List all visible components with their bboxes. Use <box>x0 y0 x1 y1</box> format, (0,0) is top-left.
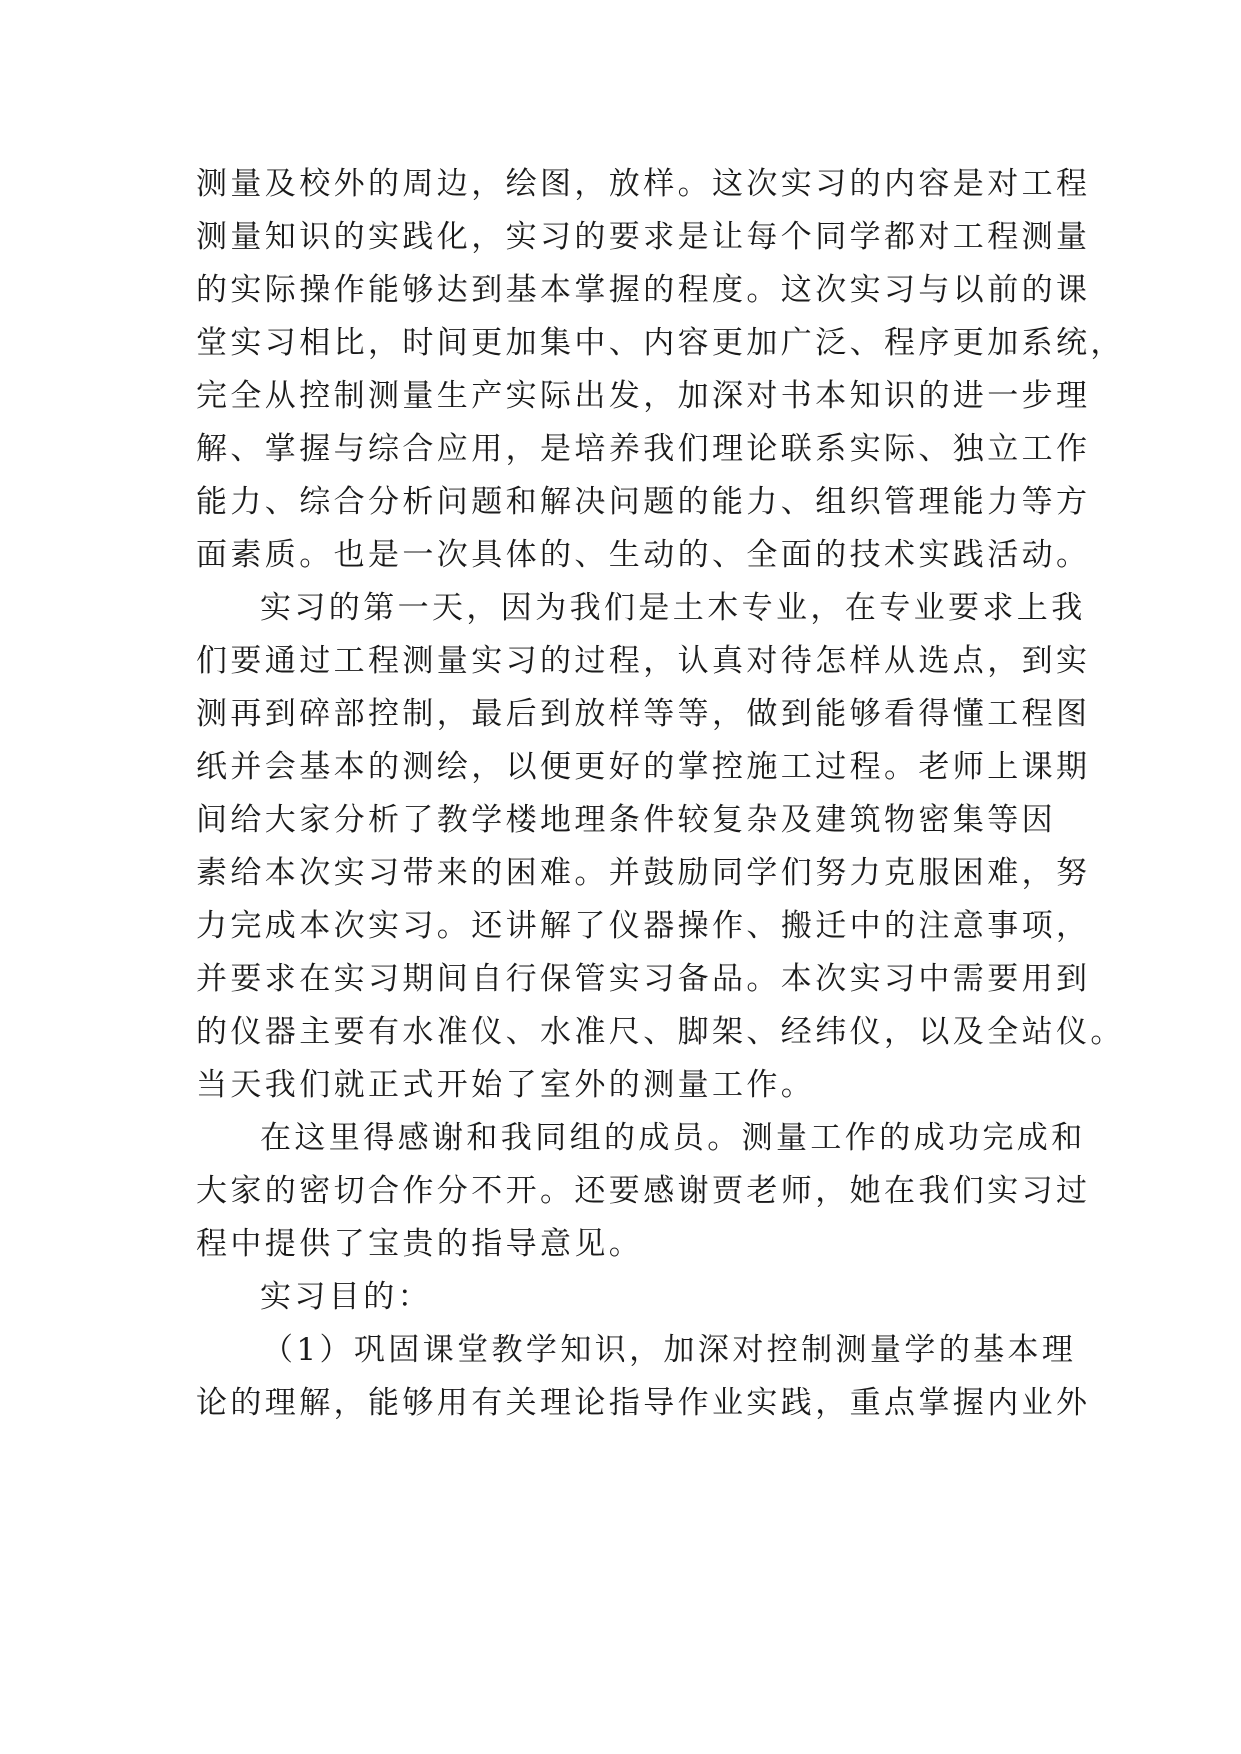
text-line: 大家的密切合作分不开。还要感谢贾老师，她在我们实习过 <box>196 1173 1091 1209</box>
text-line: 解、掌握与综合应用，是培养我们理论联系实际、独立工作 <box>196 431 1091 467</box>
text-line: 间给大家分析了教学楼地理条件较复杂及建筑物密集等因 <box>196 802 1056 838</box>
text-line: 测量及校外的周边，绘图，放样。这次实习的内容是对工程 <box>196 166 1091 202</box>
text-line: 堂实习相比，时间更加集中、内容更加广泛、程序更加系统， <box>196 325 1125 361</box>
text-line: 测再到碎部控制，最后到放样等等，做到能够看得懂工程图 <box>196 696 1091 732</box>
list-item-first-line: （1）巩固课堂教学知识，加深对控制测量学的基本理 <box>262 1332 1077 1368</box>
text-line: 完全从控制测量生产实际出发，加深对书本知识的进一步理 <box>196 378 1091 414</box>
text-line: 当天我们就正式开始了室外的测量工作。 <box>196 1067 816 1103</box>
paragraph-first-line: 实习的第一天，因为我们是土木专业，在专业要求上我 <box>260 590 1086 626</box>
section-heading: 实习目的： <box>260 1279 432 1315</box>
text-line: 并要求在实习期间自行保管实习备品。本次实习中需要用到 <box>196 961 1091 997</box>
text-line: 力完成本次实习。还讲解了仪器操作、搬迁中的注意事项， <box>196 908 1091 944</box>
text-line: 纸并会基本的测绘，以便更好的掌控施工过程。老师上课期 <box>196 749 1091 785</box>
document-body <box>196 158 1125 1430</box>
text-line: 的实际操作能够达到基本掌握的程度。这次实习与以前的课 <box>196 272 1091 308</box>
text-line: 测量知识的实践化，实习的要求是让每个同学都对工程测量 <box>196 219 1091 255</box>
paragraph-first-line: 在这里得感谢和我同组的成员。测量工作的成功完成和 <box>260 1120 1086 1156</box>
text-line: 素给本次实习带来的困难。并鼓励同学们努力克服困难，努 <box>196 855 1091 891</box>
text-line: 的仪器主要有水准仪、水准尺、脚架、经纬仪，以及全站仪。 <box>196 1014 1125 1050</box>
text-line: 面素质。也是一次具体的、生动的、全面的技术实践活动。 <box>196 537 1091 573</box>
text-line: 能力、综合分析问题和解决问题的能力、组织管理能力等方 <box>196 484 1091 520</box>
text-line: 们要通过工程测量实习的过程，认真对待怎样从选点，到实 <box>196 643 1091 679</box>
text-line: 论的理解，能够用有关理论指导作业实践，重点掌握内业外 <box>196 1385 1091 1421</box>
text-line: 程中提供了宝贵的指导意见。 <box>196 1226 644 1262</box>
